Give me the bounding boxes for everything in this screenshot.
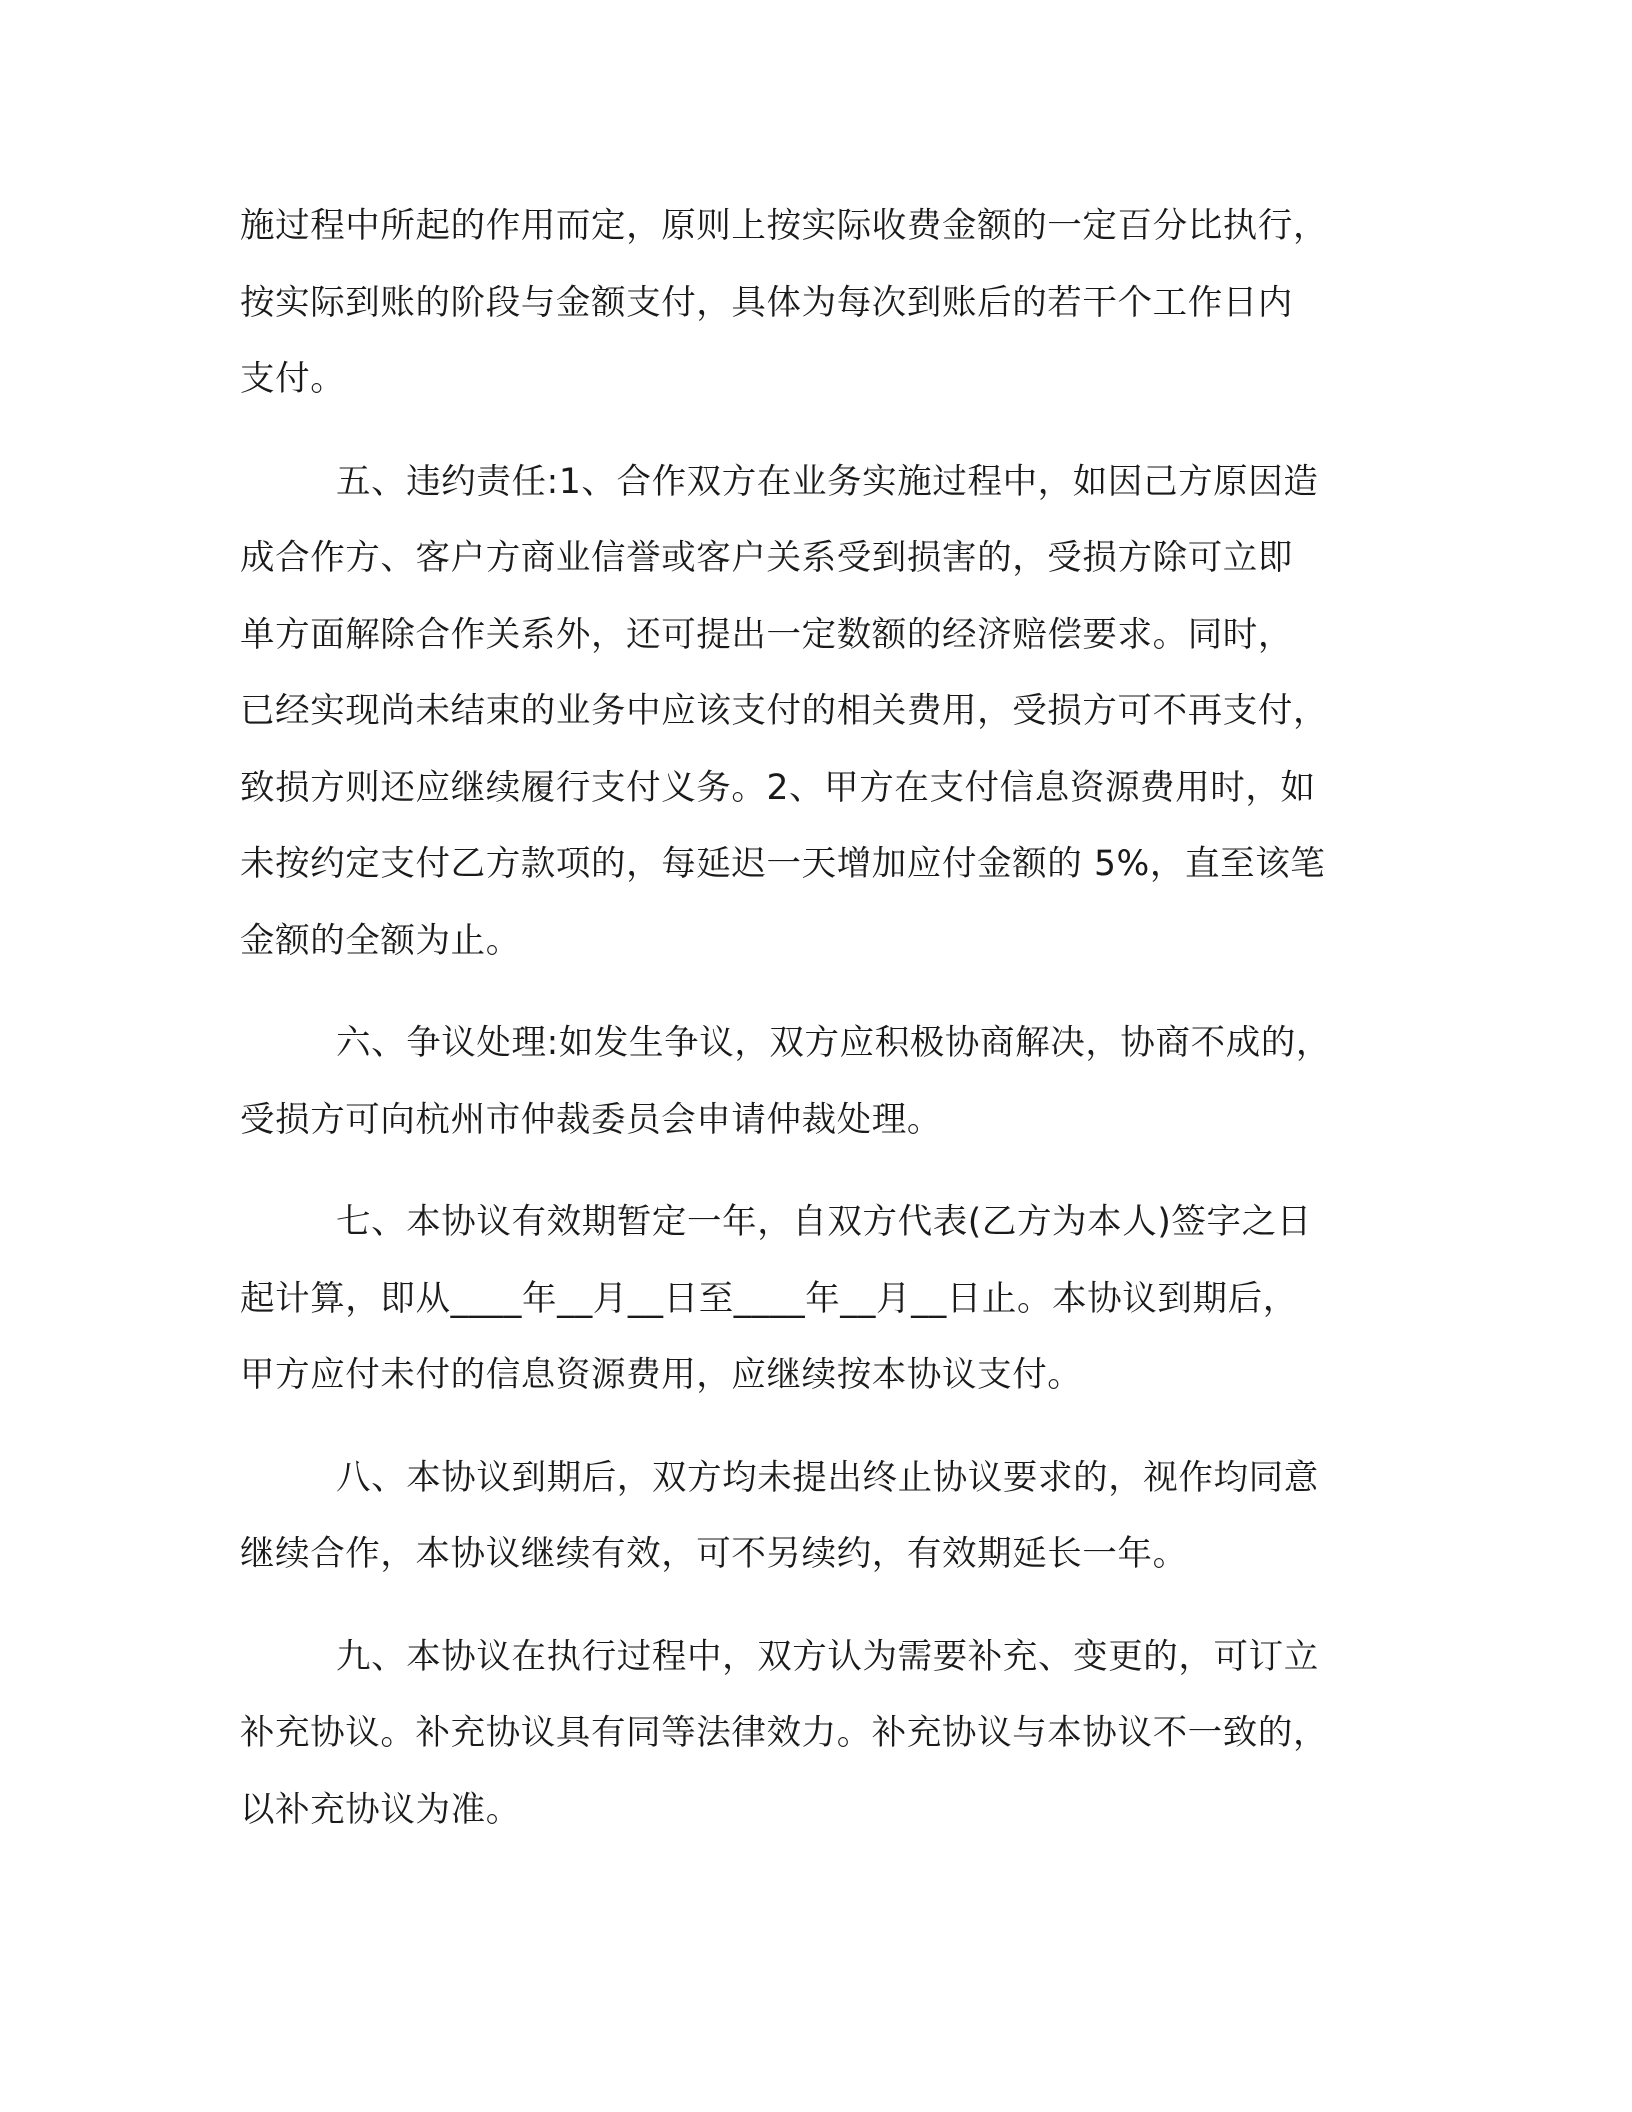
paragraph-validity <box>240 1184 1385 1414</box>
text-line: 支付。 <box>240 359 346 399</box>
document-body <box>240 188 1385 1874</box>
text-line: 致损方则还应继续履行支付义务。2、甲方在支付信息资源费用时，如 <box>240 767 1316 808</box>
text-line: 七、本协议有效期暂定一年，自双方代表(乙方为本人)签字之日 <box>336 1202 1312 1242</box>
text-line: 受损方可向杭州市仲裁委员会申请仲裁处理。 <box>240 1099 942 1140</box>
text-line: 成合作方、客户方商业信誉或客户关系受到损害的，受损方除可立即 <box>240 538 1293 578</box>
text-line: 八、本协议到期后，双方均未提出终止协议要求的，视作均同意 <box>336 1457 1319 1498</box>
paragraph-supplement <box>240 1619 1385 1849</box>
text-line: 九、本协议在执行过程中，双方认为需要补充、变更的，可订立 <box>336 1636 1319 1677</box>
paragraph-dispute <box>240 1005 1385 1158</box>
text-line: 单方面解除合作关系外，还可提出一定数额的经济赔偿要求。同时， <box>240 614 1293 655</box>
text-line: 继续合作，本协议继续有效，可不另续约，有效期延长一年。 <box>240 1534 1188 1574</box>
text-line: 以补充协议为准。 <box>240 1789 521 1830</box>
text-line: 按实际到账的阶段与金额支付，具体为每次到账后的若干个工作日内 <box>240 282 1293 323</box>
text-line: 补充协议。补充协议具有同等法律效力。补充协议与本协议不一致的， <box>240 1713 1329 1753</box>
text-line: 未按约定支付乙方款项的，每延迟一天增加应付金额的 5%，直至该笔 <box>240 844 1326 884</box>
text-line: 六、争议处理:如发生争议，双方应积极协商解决，协商不成的， <box>336 1023 1332 1063</box>
text-line: 五、违约责任:1、合作双方在业务实施过程中，如因己方原因造 <box>336 461 1319 502</box>
text-line: 甲方应付未付的信息资源费用，应继续按本协议支付。 <box>240 1355 1083 1395</box>
paragraph-breach-liability <box>240 444 1385 980</box>
text-line: 金额的全额为止。 <box>240 920 521 961</box>
paragraph-renewal <box>240 1440 1385 1593</box>
paragraph-payment-continued <box>240 188 1385 418</box>
text-line: 施过程中所起的作用而定，原则上按实际收费金额的一定百分比执行， <box>240 206 1329 246</box>
text-line: 已经实现尚未结束的业务中应该支付的相关费用，受损方可不再支付， <box>240 691 1329 731</box>
text-line: 起计算，即从____年__月__日至____年__月__日止。本协议到期后， <box>240 1278 1298 1319</box>
